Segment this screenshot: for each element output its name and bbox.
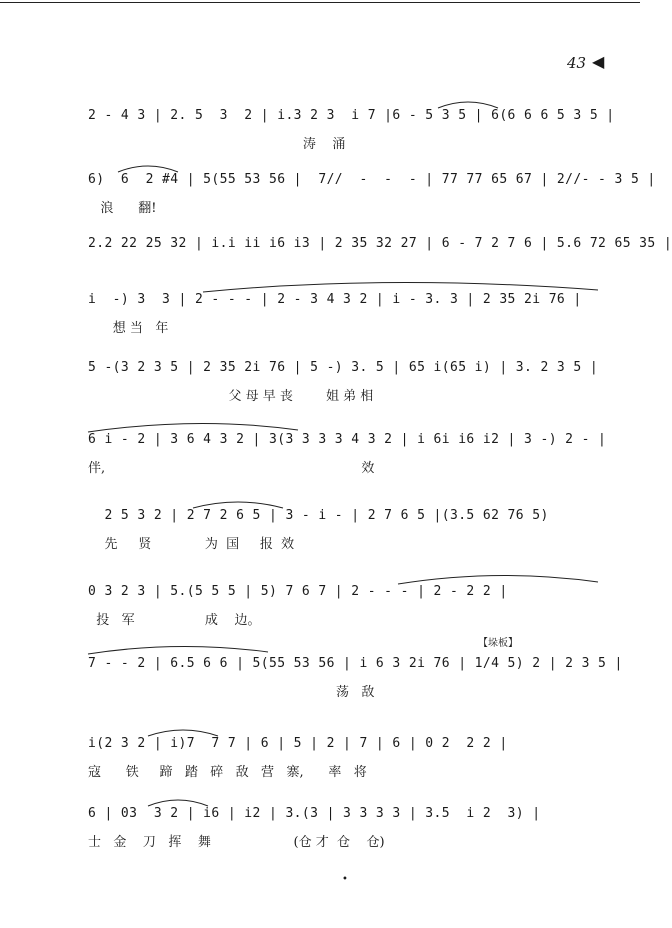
score-row bbox=[0, 584, 655, 640]
page-number: 43 bbox=[567, 54, 587, 72]
numbered-notation: 6 i - 2 | 3 6 4 3 2 | 3(3 3 3 3 4 3 2 | i 6i i6 i2 | 3 -) 2 - | bbox=[88, 432, 607, 447]
numbered-notation: 0 3 2 3 | 5.(5 5 5 | 5) 7 6 7 | 2 - - - | 2 - 2 2 | bbox=[88, 584, 508, 599]
numbered-notation: 2.2 22 25 32 | i.i ii i6 i3 | 2 35 32 27 | 6 - 7 2 7 6 | 5.6 72 65 35 | bbox=[88, 236, 672, 251]
lyric-line: 涛 涌 bbox=[88, 137, 346, 152]
tempo-tag: 【垛板】 bbox=[478, 638, 518, 649]
page-corner-arrow-icon: ◀ bbox=[592, 52, 605, 71]
lyric-line: 士 金 刀 挥 舞 (仓 才 仓 仓) bbox=[88, 835, 385, 850]
lyric-line: 想 当 年 bbox=[88, 321, 169, 336]
lyric-line: 父 母 早 丧 姐 弟 相 bbox=[88, 389, 374, 404]
numbered-notation: 5 -(3 2 3 5 | 2 35 2i 76 | 5 -) 3. 5 | 65 i(65 i) | 3. 2 3 5 | bbox=[88, 360, 599, 375]
score-row bbox=[0, 292, 655, 348]
lyric-line: 寇 铁 蹄 踏 碎 敌 营 寨, 率 将 bbox=[88, 765, 367, 780]
numbered-notation: i -) 3 3 | 2 - - - | 2 - 3 4 3 2 | i - 3. 3 | 2 35 2i 76 | bbox=[88, 292, 582, 307]
score-row bbox=[0, 508, 655, 564]
score-row bbox=[0, 432, 655, 488]
top-rule bbox=[0, 2, 640, 3]
score-row bbox=[0, 172, 655, 228]
score-row bbox=[0, 108, 655, 164]
numbered-notation: 6) 6 2 #4 | 5(55 53 56 | 7// - - - | 77 77 65 67 | 2//- - 3 5 | bbox=[88, 172, 656, 187]
numbered-notation: i(2 3 2 | i)7 7 7 | 6 | 5 | 2 | 7 | 6 | 0 2 2 2 | bbox=[88, 736, 508, 751]
lyric-line: 先 贤 为 国 报 效 bbox=[88, 537, 295, 552]
lyric-line: 伴, 效 bbox=[88, 461, 375, 476]
lyric-line: 浪 翻! bbox=[88, 201, 157, 216]
score-row bbox=[0, 360, 655, 416]
numbered-notation: 2 - 4 3 | 2. 5 3 2 | i.3 2 3 i 7 |6 - 5 3 5 | 6(6 6 6 5 3 5 | bbox=[88, 108, 615, 123]
score-row bbox=[0, 736, 655, 792]
lyric-line: 投 军 成 边。 bbox=[88, 613, 261, 628]
numbered-notation: 2 5 3 2 | 2 7 2 6 5 | 3 - i - | 2 7 6 5 |(3.5 62 76 5) bbox=[88, 508, 549, 523]
numbered-notation: 6 | 03 3 2 | i6 | i2 | 3.(3 | 3 3 3 3 | 3.5 i 2 3) | bbox=[88, 806, 541, 821]
score-row bbox=[0, 806, 655, 862]
score-row bbox=[0, 638, 655, 712]
numbered-notation: 7 - - 2 | 6.5 6 6 | 5(55 53 56 | i 6 3 2i 76 | 1/4 5) 2 | 2 3 5 | bbox=[88, 656, 623, 671]
page-footer-dot: • bbox=[342, 874, 348, 885]
lyric-line: 荡 敌 bbox=[88, 685, 375, 700]
